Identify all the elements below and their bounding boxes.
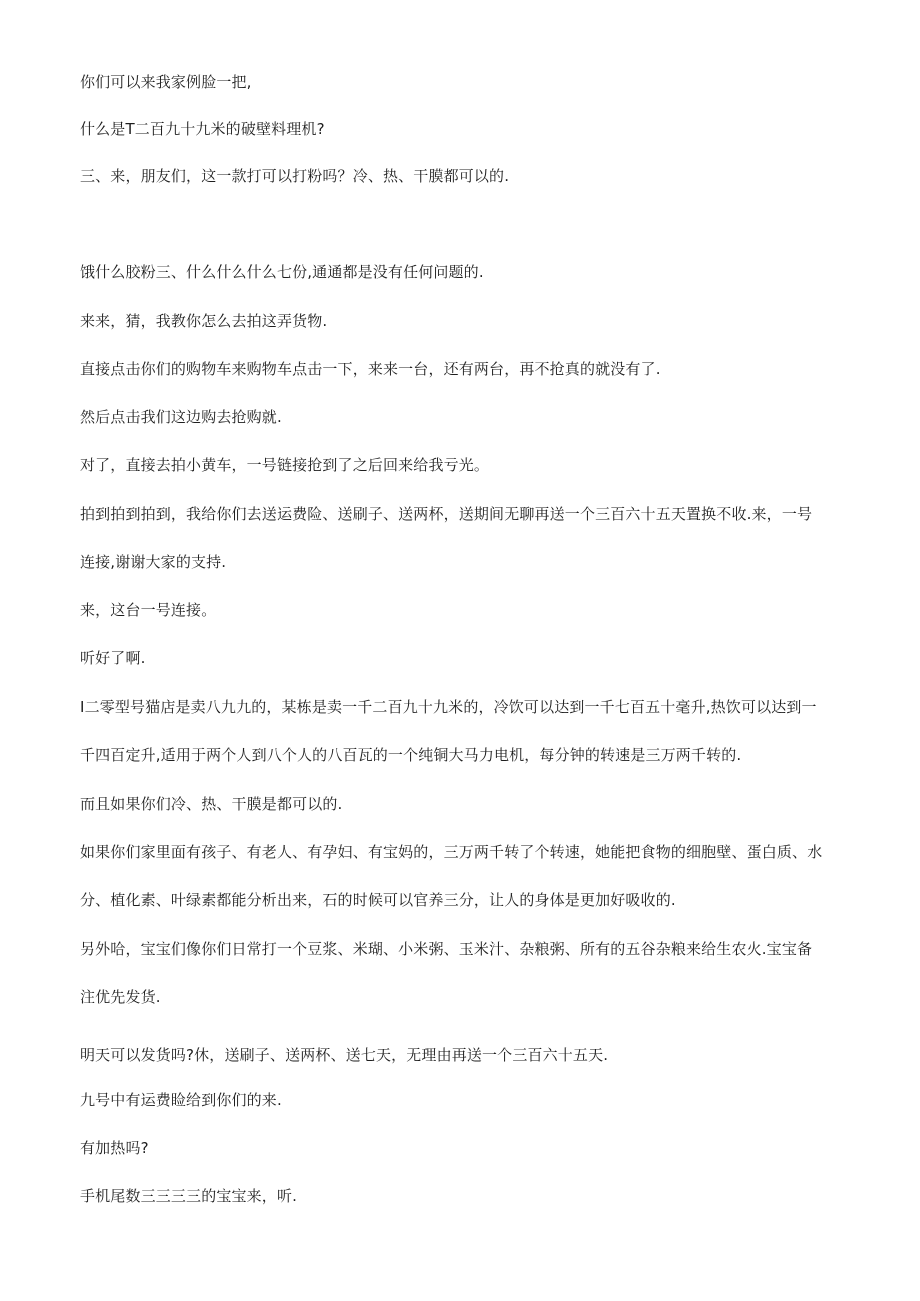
text-line: 直接点击你们的购物车来购物车点击一下，来来一台，还有两台，再不抢真的就没有了. bbox=[80, 360, 661, 378]
text-line: 连接,谢谢大家的支持. bbox=[80, 553, 227, 571]
text-line: 九号中有运费睑给到你们的来. bbox=[80, 1091, 282, 1109]
text-line: 什么是T二百九十九米的破壁料理机? bbox=[80, 120, 325, 138]
text-line: 来，这台一号连接。 bbox=[80, 601, 217, 619]
text-line: 对了，直接去拍小黄车，一号链接抢到了之后回来给我亏光。 bbox=[80, 456, 490, 474]
text-line: 注优先发货. bbox=[80, 988, 161, 1006]
text-line: I二零型号猫店是卖八九九的，某栋是卖一千二百九十九米的，冷饮可以达到一千七百五十毫升,热饮可以达到一 bbox=[80, 698, 817, 716]
text-line: 你们可以来我家例脸一把, bbox=[80, 73, 252, 91]
text-line: 有加热吗? bbox=[80, 1139, 149, 1157]
text-line: 千四百定升,适用于两个人到八个人的八百瓦的一个纯铜大马力电机，每分钟的转速是三万两千转的. bbox=[80, 746, 742, 764]
text-line: 来来，猜，我教你怎么去拍这弄货物. bbox=[80, 312, 328, 330]
text-line: 分、植化素、叶绿素都能分析出来，石的时候可以官养三分，让人的身体是更加好吸收的. bbox=[80, 891, 676, 909]
text-line: 如果你们家里面有孩子、有老人、有孕妇、有宝妈的，三万两千转了个转速，她能把食物的细胞壁、蛋白质、水 bbox=[80, 843, 823, 861]
text-line: 手机尾数三三三三的宝宝来，听. bbox=[80, 1187, 298, 1205]
text-line: 而且如果你们冷、热、干膜是都可以的. bbox=[80, 795, 343, 813]
text-line: 听好了啊. bbox=[80, 649, 146, 667]
text-line: 饿什么胶粉三、什么什么什么七份,通通都是没有任何问题的. bbox=[80, 263, 484, 281]
text-line: 拍到拍到拍到，我给你们去送运费险、送刷子、送两杯，送期间无聊再送一个三百六十五天置换不收.来，一号 bbox=[80, 505, 813, 523]
text-line: 另外哈，宝宝们像你们日常打一个豆浆、米瑚、小米粥、玉米汁、杂粮粥、所有的五谷杂粮来给生农火.宝宝备 bbox=[80, 940, 813, 958]
text-line: 三、来，朋友们，这一款打可以打粉吗？冷、热、干膜都可以的. bbox=[80, 167, 510, 185]
text-line: 然后点击我们这边购去抢购就. bbox=[80, 408, 282, 426]
text-line: 明天可以发货吗?休，送刷子、送两杯、送七天，无理由再送一个三百六十五天. bbox=[80, 1046, 609, 1064]
